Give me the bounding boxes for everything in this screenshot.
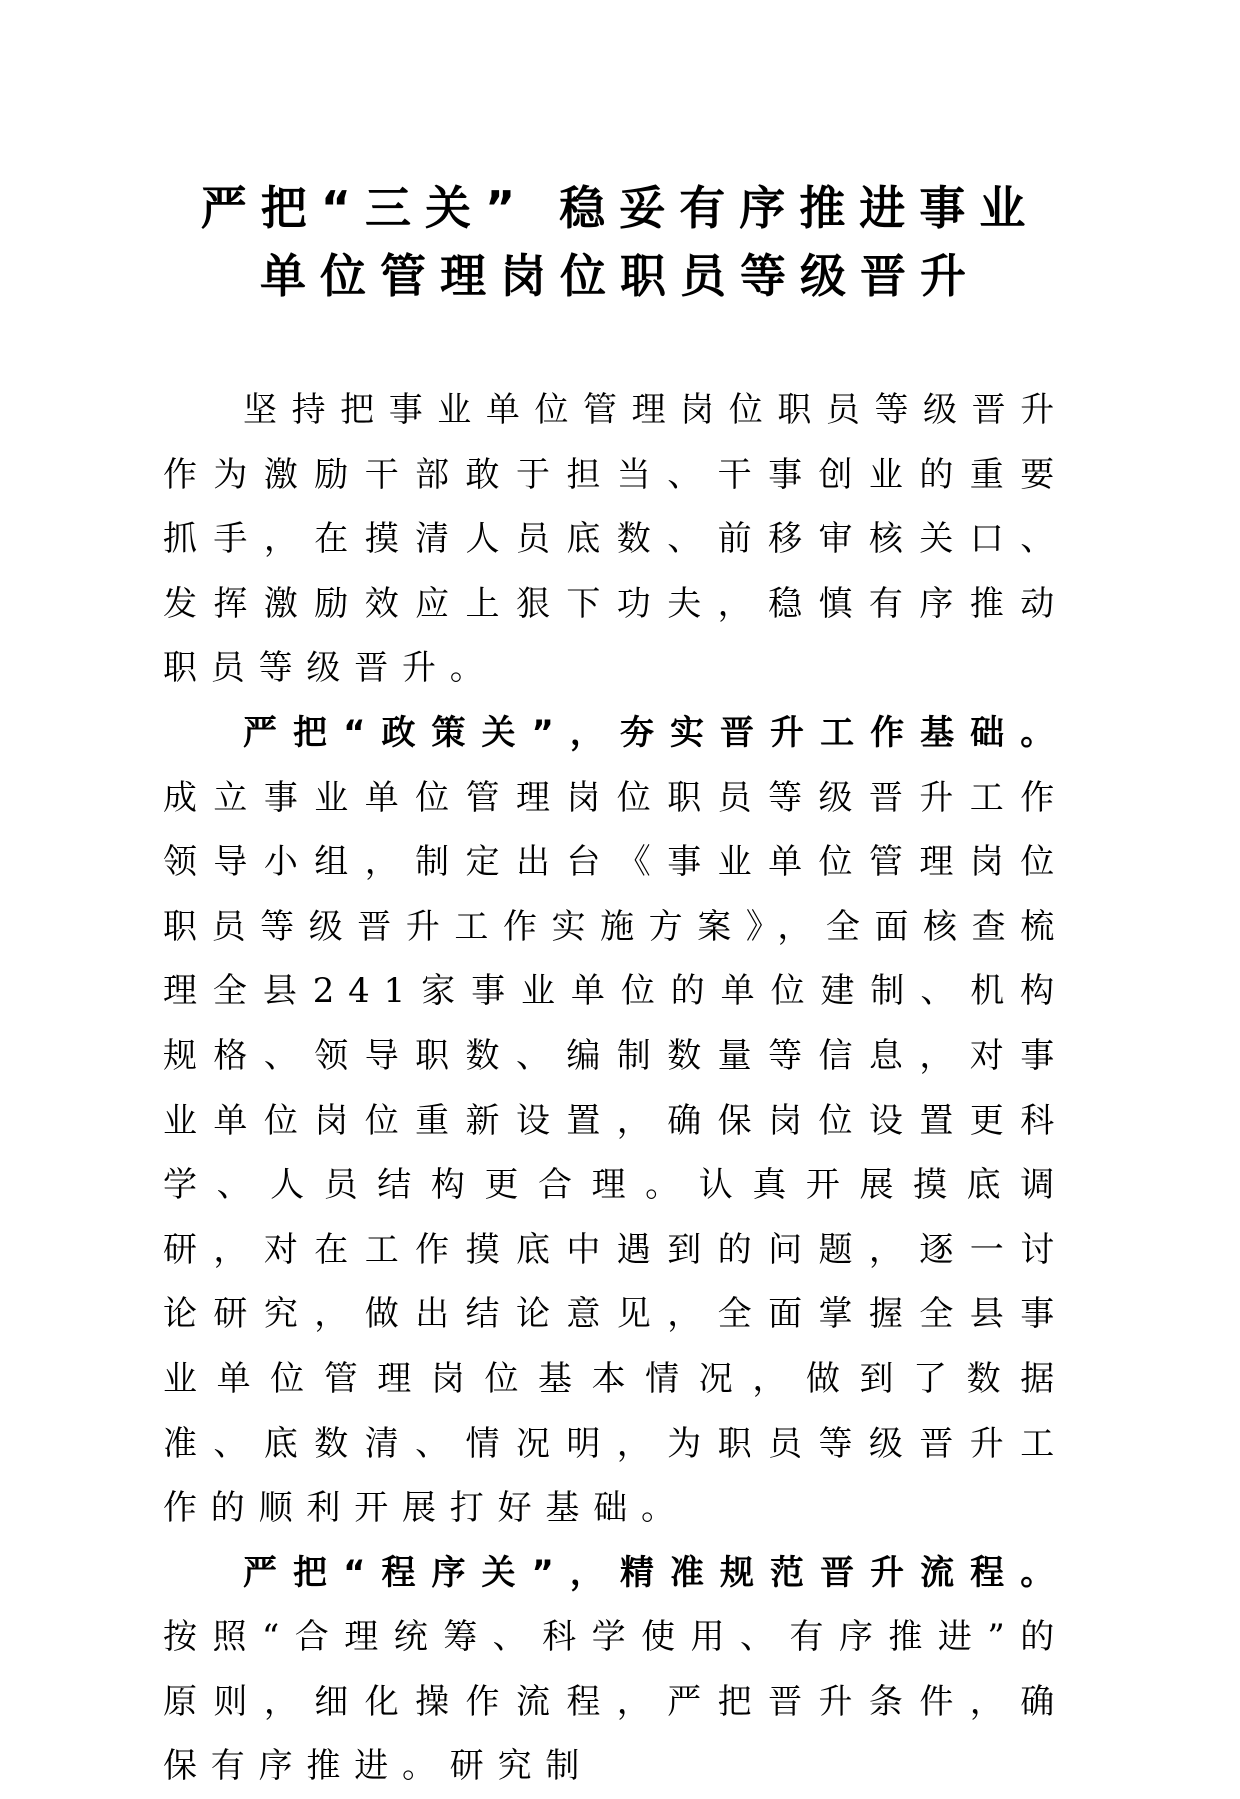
document-title-line-1: 严把“三关” 稳妥有序推进事业 [200, 181, 1040, 235]
section-policy-text: 成立事业单位管理岗位职员等级晋升工作领导小组，制定出台《事业单位管理岗位职员等级晋升工作实施方案》，全面核查梳理全县241家事业单位的单位建制、机构规格、领导职数、编制数量等信息，对事业单位岗位重新设置，确保岗位设置更科学、人员结构更合理。认真开展摸底调研，对在工作摸底中遇到的问题，逐一讨论研究，做出结论意见，全面掌握全县事业单位管理岗位基本情况，做到了数据准、底数清、情况明，为职员等级晋升工作的顺利开展打好基础。 [163, 777, 1068, 1529]
document-title-line-2: 单位管理岗位职员等级晋升 [260, 249, 980, 303]
intro-paragraph: 坚持把事业单位管理岗位职员等级晋升作为激励干部敢于担当、干事创业的重要抓手，在摸清人员底数、前移审核关口、发挥激励效应上狠下功夫，稳慎有序推动职员等级晋升。 [163, 390, 1068, 689]
section-policy-heading: 严把“政策关”，夯实晋升工作基础。 [243, 712, 1068, 753]
section-procedure-text: 按照“合理统筹、科学使用、有序推进”的原则，细化操作流程，严把晋升条件，确保有序推进。研究制 [163, 1617, 1068, 1787]
section-procedure-heading: 严把“程序关”，精准规范晋升流程。 [243, 1552, 1068, 1593]
document-body [163, 378, 1068, 1799]
section-procedure-paragraph [163, 1541, 1068, 1799]
section-policy-paragraph [163, 701, 1068, 1541]
